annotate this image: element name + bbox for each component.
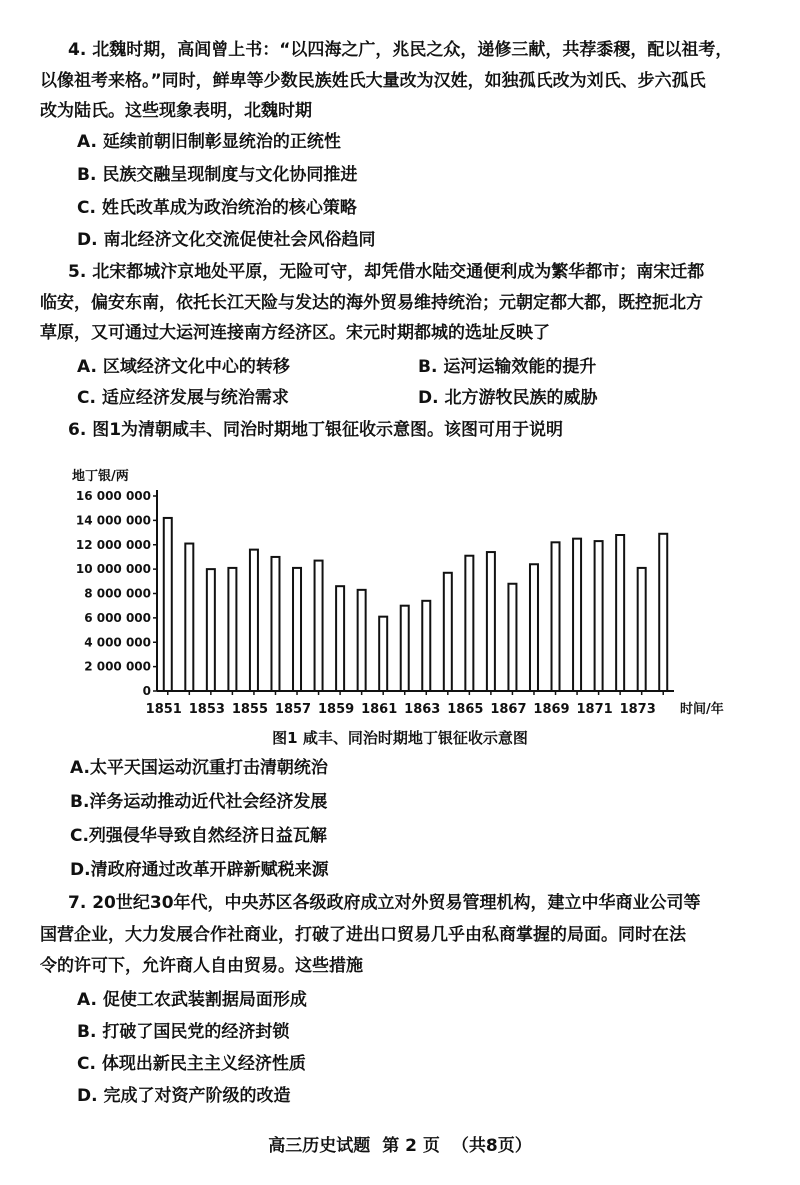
- question-4-option-c: C. 姓氏改革成为政治统治的核心策略: [77, 198, 357, 218]
- question-4-line-1: 4. 北魏时期，高闾曾上书：“以四海之广，兆民之众，递修三献，共荐黍稷，配以祖考，: [68, 40, 733, 60]
- bar-1867: [508, 584, 516, 691]
- question-4-line-2: 以像祖考来格。”同时，鲜卑等少数民族姓氏大量改为汉姓，如独孤氏改为刘氏、步六孤氏: [40, 71, 706, 91]
- question-6-option-a: A.太平天国运动沉重打击清朝统治: [70, 758, 328, 778]
- question-7-line-3: 令的许可下，允许商人自由贸易。这些措施: [40, 956, 363, 976]
- bar-1861: [379, 617, 387, 691]
- question-4-option-b: B. 民族交融呈现制度与文化协同推进: [77, 165, 358, 185]
- question-5-line-1: 5. 北宋都城汴京地处平原，无险可守，却凭借水陆交通便利成为繁华都市；南宋迁都: [68, 262, 705, 282]
- x-axis-label: 时间/年: [680, 702, 724, 717]
- x-tick-label: 1861: [361, 702, 398, 717]
- question-6-option-c: C.列强侵华导致自然经济日益瓦解: [70, 826, 327, 846]
- bar-1868: [530, 564, 538, 691]
- footer-title: 高三历史试题: [268, 1136, 371, 1156]
- x-tick-label: 1859: [318, 702, 355, 717]
- question-7-option-b: B. 打破了国民党的经济封锁: [77, 1022, 290, 1042]
- question-4-option-a: A. 延续前朝旧制彰显统治的正统性: [77, 132, 341, 152]
- x-tick-label: 1867: [490, 702, 527, 717]
- bar-1859: [336, 586, 344, 691]
- land-tax-bar-chart: [70, 458, 750, 720]
- y-tick-label: 10 000 000: [75, 562, 151, 577]
- question-5-option-c: C. 适应经济发展与统治需求: [77, 388, 289, 408]
- question-7-line-1: 7. 20世纪30年代，中央苏区各级政府成立对外贸易管理机构，建立中华商业公司等: [68, 893, 701, 913]
- question-7-option-a: A. 促使工农武装割据局面形成: [77, 990, 307, 1010]
- x-tick-label: 1869: [533, 702, 570, 717]
- y-axis-label: 地丁银/两: [72, 469, 129, 484]
- question-4-line-3: 改为陆氏。这些现象表明，北魏时期: [40, 101, 312, 121]
- question-5-option-d: D. 北方游牧民族的威胁: [418, 388, 598, 408]
- footer-page: 第 2 页: [382, 1136, 440, 1156]
- question-5-option-b: B. 运河运输效能的提升: [418, 357, 597, 377]
- x-tick-label: 1855: [231, 702, 269, 717]
- question-4-option-d: D. 南北经济文化交流促使社会风俗趋同: [77, 230, 376, 250]
- x-tick-label: 1851: [145, 702, 182, 717]
- question-5-line-3: 草原，又可通过大运河连接南方经济区。宋元时期都城的选址反映了: [40, 323, 550, 343]
- y-tick-label: 14 000 000: [75, 513, 151, 528]
- bar-1864: [444, 573, 452, 691]
- bar-1852: [185, 544, 193, 691]
- bar-1873: [638, 568, 646, 691]
- x-tick-label: 1863: [404, 702, 441, 717]
- bar-1872: [616, 535, 624, 691]
- x-tick-label: 1853: [188, 702, 225, 717]
- bar-1858: [315, 561, 323, 691]
- y-tick-label: 16 000 000: [75, 489, 151, 503]
- bar-1871: [595, 541, 603, 691]
- question-5-option-a: A. 区域经济文化中心的转移: [77, 357, 290, 377]
- question-6-option-d: D.清政府通过改革开辟新赋税来源: [70, 860, 329, 880]
- x-tick-label: 1873: [619, 702, 656, 717]
- bar-1857: [293, 568, 301, 691]
- bar-1855: [250, 550, 258, 691]
- figure-caption: 图1 咸丰、同治时期地丁银征收示意图: [272, 729, 528, 747]
- bar-1862: [401, 606, 409, 691]
- bar-1874: [659, 534, 667, 691]
- footer-total: （共8页）: [451, 1136, 532, 1156]
- y-tick-label: 0: [142, 684, 151, 698]
- page-footer: [0, 1136, 800, 1156]
- question-5-line-2: 临安，偏安东南，依托长江天险与发达的海外贸易维持统治；元朝定都大都，既控扼北方: [40, 293, 703, 313]
- x-tick-label: 1865: [447, 702, 484, 717]
- bar-1860: [358, 590, 366, 691]
- bar-1851: [164, 518, 172, 691]
- x-tick-label: 1871: [576, 702, 613, 717]
- bar-1865: [465, 556, 473, 691]
- question-7-option-c: C. 体现出新民主主义经济性质: [77, 1054, 306, 1074]
- bar-1853: [207, 569, 215, 691]
- question-7-option-d: D. 完成了对资产阶级的改造: [77, 1086, 291, 1106]
- question-6-line-1: 6. 图1为清朝咸丰、同治时期地丁银征收示意图。该图可用于说明: [68, 420, 564, 440]
- bar-1866: [487, 552, 495, 691]
- x-tick-label: 1857: [274, 702, 312, 717]
- y-tick-label: 4 000 000: [84, 635, 151, 650]
- question-7-line-2: 国营企业，大力发展合作社商业，打破了进出口贸易几乎由私商掌握的局面。同时在法: [40, 925, 686, 945]
- bar-1854: [228, 568, 236, 691]
- y-tick-label: 6 000 000: [84, 610, 151, 625]
- bar-1870: [573, 539, 581, 691]
- y-tick-label: 8 000 000: [84, 586, 151, 601]
- question-6-option-b: B.洋务运动推动近代社会经济发展: [70, 792, 328, 812]
- bar-1863: [422, 601, 430, 691]
- y-tick-label: 12 000 000: [75, 537, 151, 552]
- y-tick-label: 2 000 000: [84, 659, 151, 674]
- bar-1856: [271, 557, 279, 691]
- bar-1869: [552, 542, 560, 691]
